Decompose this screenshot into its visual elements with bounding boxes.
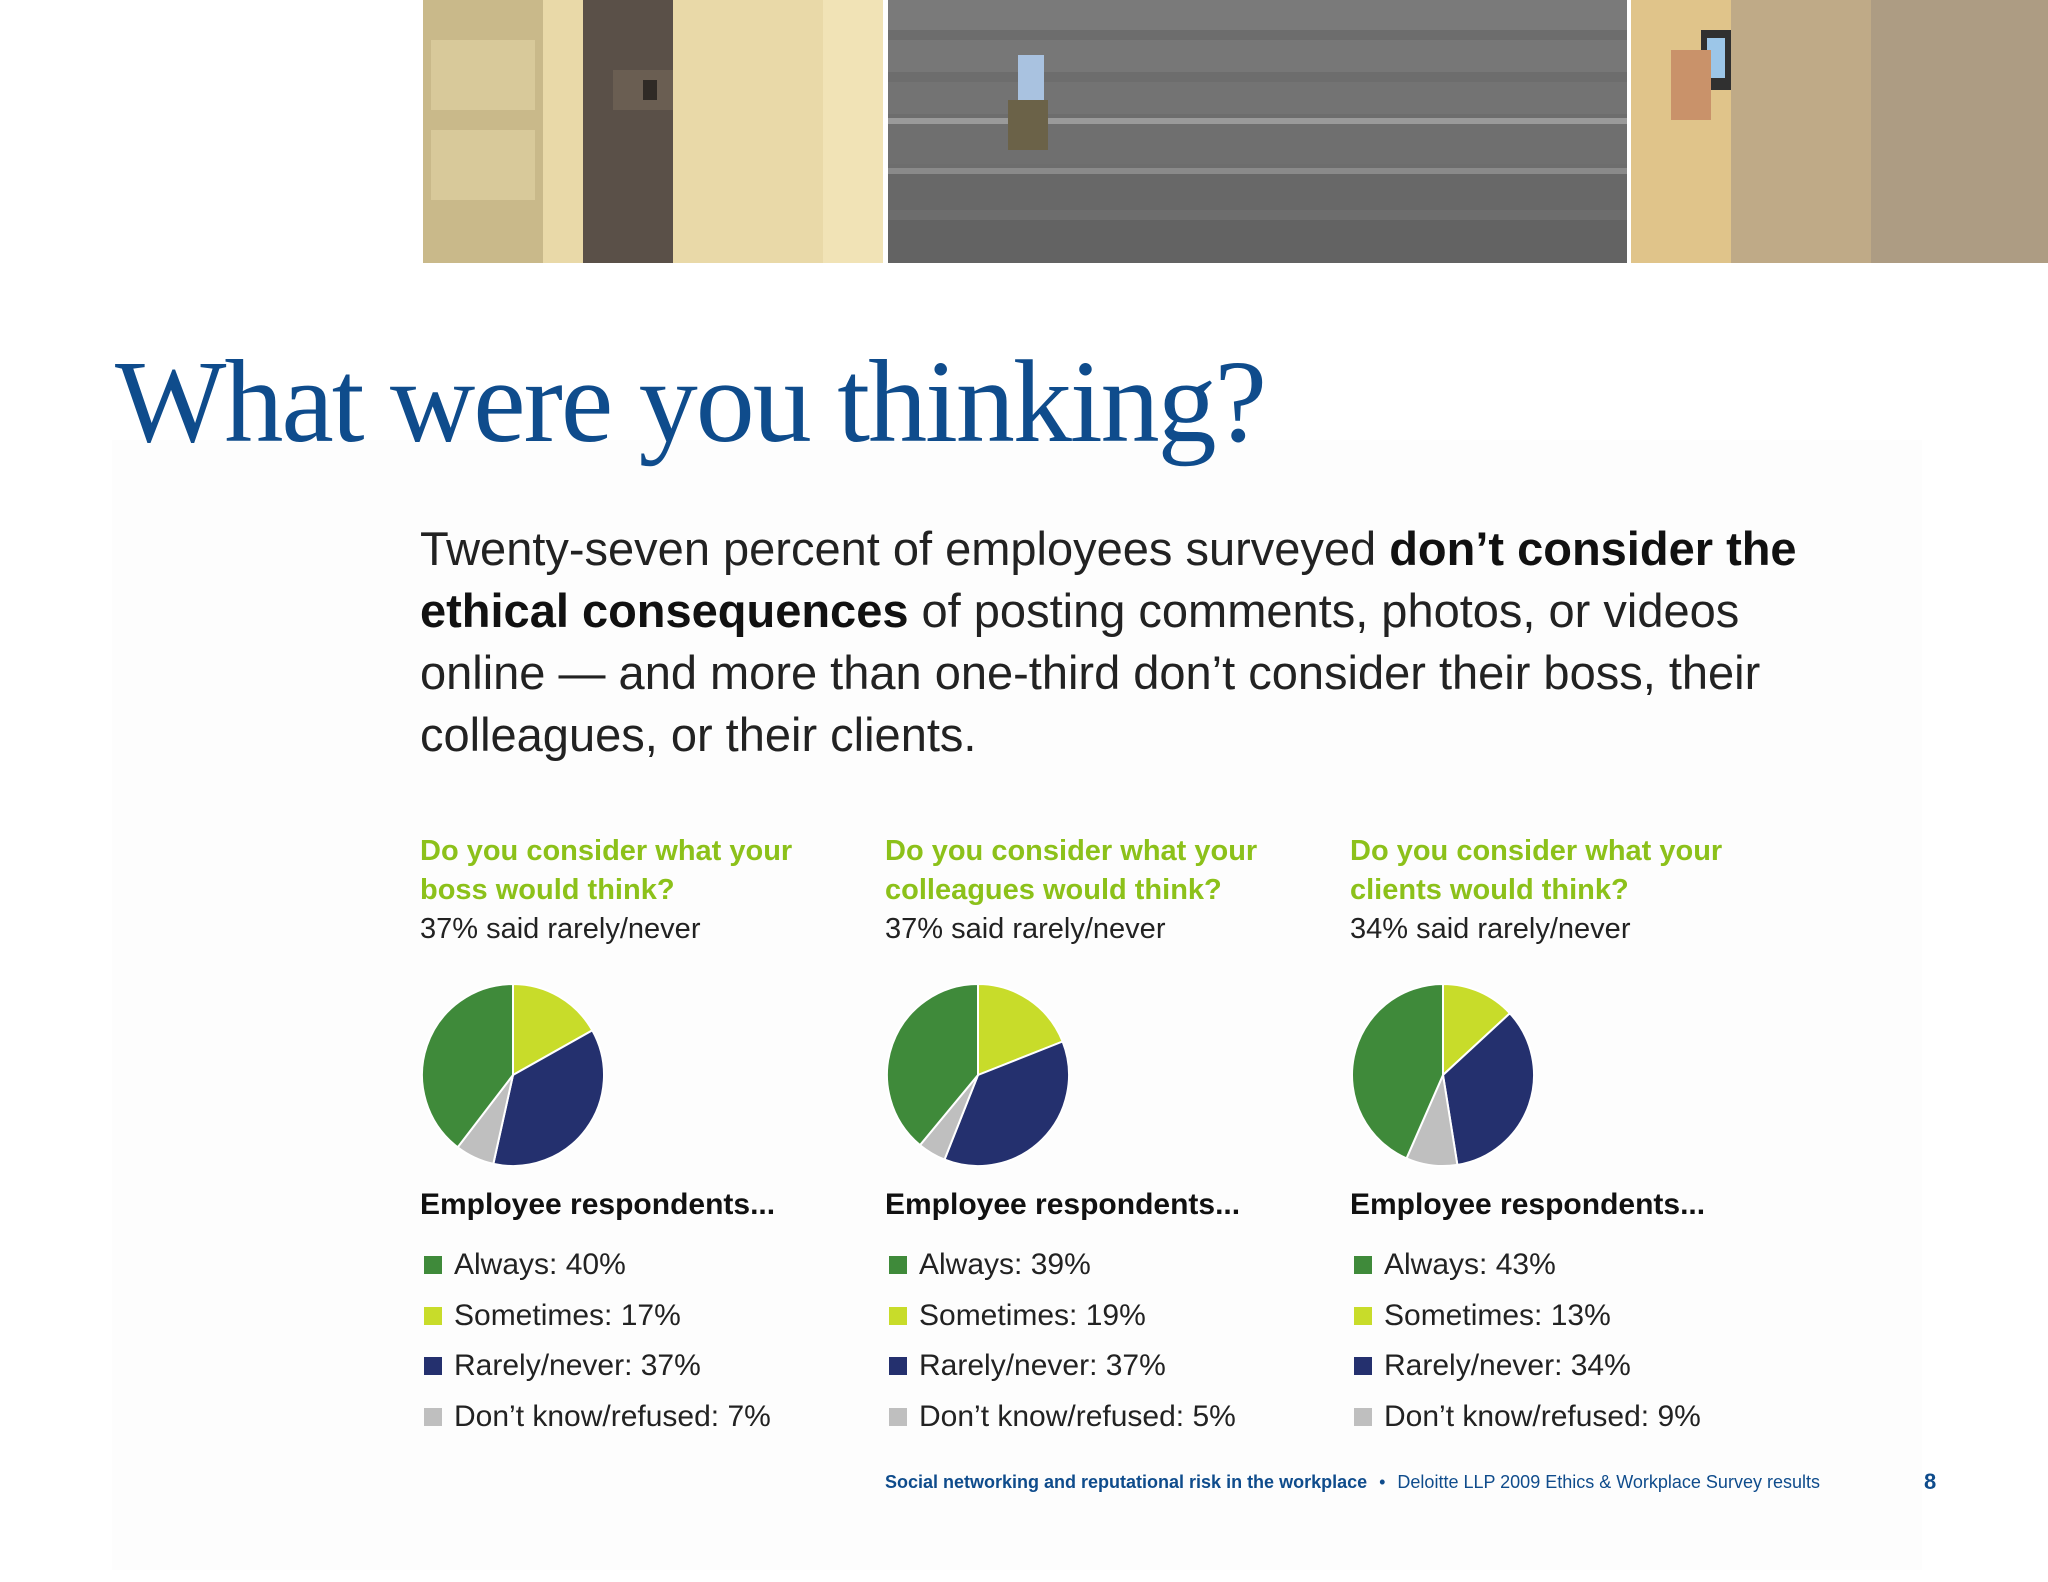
legend-label: Don’t know/refused: 7% <box>454 1399 771 1433</box>
legend-title: Employee respondents... <box>885 1188 1241 1221</box>
legend-swatch-rarely-never <box>889 1357 907 1375</box>
legend-item-dont-know <box>420 1392 771 1443</box>
legend-item-dont-know <box>885 1392 1236 1443</box>
chart-colleagues <box>885 832 1315 1433</box>
page-footer <box>885 1472 1820 1493</box>
legend-item-always <box>885 1240 1236 1291</box>
lead-text-bold: don’t consider the ethical consequences <box>420 522 1797 637</box>
page-number: 8 <box>1924 1469 1937 1494</box>
legend-swatch-sometimes <box>424 1307 442 1325</box>
legend-swatch-sometimes <box>1354 1307 1372 1325</box>
legend-item-sometimes <box>1350 1291 1701 1342</box>
legend-swatch-sometimes <box>889 1307 907 1325</box>
legend-item-rarely-never <box>1350 1341 1701 1392</box>
pie-chart-boss <box>420 982 606 1168</box>
legend-label: Always: 43% <box>1384 1248 1556 1282</box>
chart-question: Do you consider what your colleagues would think? <box>885 835 1258 906</box>
legend-label: Rarely/never: 37% <box>454 1349 701 1383</box>
chart-legend <box>420 1240 771 1442</box>
chart-boss <box>420 832 850 1433</box>
lead-text-part2: of posting comments, photos, or videos online — and more than one-third don’t consider their boss, their colleagues, or their clients. <box>420 584 1761 761</box>
legend-title: Employee respondents... <box>420 1188 776 1221</box>
legend-item-rarely-never <box>420 1341 771 1392</box>
lead-paragraph <box>420 518 1840 766</box>
legend-item-always <box>1350 1240 1701 1291</box>
legend-label: Always: 39% <box>919 1248 1091 1282</box>
footer-source: Deloitte LLP 2009 Ethics & Workplace Survey results <box>1397 1472 1820 1492</box>
chart-subtitle: 37% said rarely/never <box>885 913 1166 945</box>
legend-label: Sometimes: 17% <box>454 1298 681 1332</box>
legend-label: Always: 40% <box>454 1248 626 1282</box>
legend-item-always <box>420 1240 771 1291</box>
legend-swatch-dont-know <box>424 1408 442 1426</box>
photo-man-with-phone-hallway <box>423 0 883 263</box>
lead-text-part1: Twenty-seven percent of employees surveyed <box>420 522 1390 575</box>
photo-man-on-stairs <box>888 0 1627 263</box>
legend-label: Sometimes: 19% <box>919 1298 1146 1332</box>
legend-swatch-dont-know <box>1354 1408 1372 1426</box>
legend-item-sometimes <box>420 1291 771 1342</box>
legend-swatch-always <box>1354 1256 1372 1274</box>
chart-clients <box>1350 832 1780 1433</box>
legend-label: Rarely/never: 34% <box>1384 1349 1631 1383</box>
legend-title: Employee respondents... <box>1350 1188 1706 1221</box>
pie-chart-clients <box>1350 982 1536 1168</box>
chart-question: Do you consider what your clients would think? <box>1350 835 1723 906</box>
footer-publication: Social networking and reputational risk in the workplace <box>885 1472 1368 1492</box>
legend-item-rarely-never <box>885 1341 1236 1392</box>
chart-subtitle: 37% said rarely/never <box>420 913 701 945</box>
legend-swatch-rarely-never <box>424 1357 442 1375</box>
chart-subtitle: 34% said rarely/never <box>1350 913 1631 945</box>
legend-swatch-always <box>889 1256 907 1274</box>
footer-bullet: • <box>1379 1472 1386 1492</box>
legend-label: Rarely/never: 37% <box>919 1349 1166 1383</box>
chart-legend <box>1350 1240 1701 1442</box>
legend-item-sometimes <box>885 1291 1236 1342</box>
chart-legend <box>885 1240 1236 1442</box>
chart-question: Do you consider what your boss would think? <box>420 835 793 906</box>
legend-label: Sometimes: 13% <box>1384 1298 1611 1332</box>
photo-man-photographing-with-phone <box>1631 0 2048 263</box>
legend-swatch-dont-know <box>889 1408 907 1426</box>
legend-swatch-always <box>424 1256 442 1274</box>
page-title: What were you thinking? <box>115 336 1266 467</box>
legend-swatch-rarely-never <box>1354 1357 1372 1375</box>
pie-chart-colleagues <box>885 982 1071 1168</box>
legend-label: Don’t know/refused: 9% <box>1384 1399 1701 1433</box>
legend-label: Don’t know/refused: 5% <box>919 1399 1236 1433</box>
legend-item-dont-know <box>1350 1392 1701 1443</box>
